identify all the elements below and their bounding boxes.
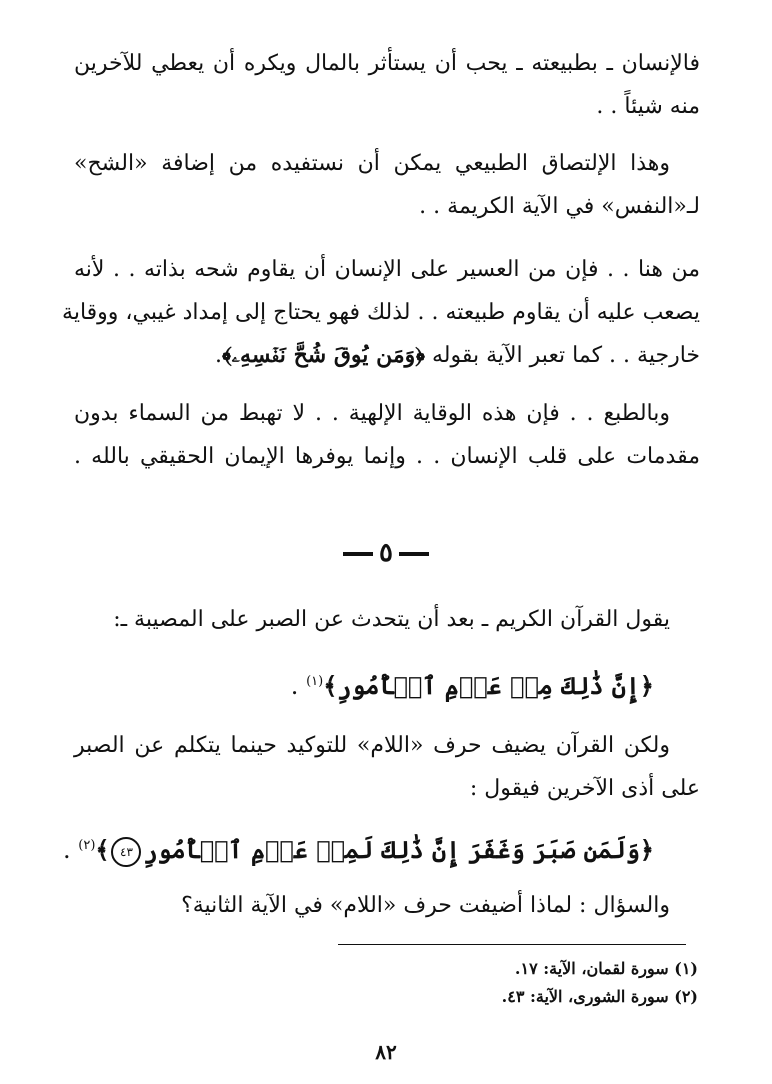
section-number: ٥	[379, 538, 393, 568]
paragraph-6	[74, 724, 700, 810]
paragraph-line: من هنا . . فإن من العسير على الإنسان أن يقاوم شحه بذاته . . لأنه	[74, 257, 700, 282]
punctuation: .	[290, 672, 299, 700]
quran-quote-2	[63, 826, 654, 870]
section-heading	[0, 538, 772, 568]
paragraph-line	[74, 334, 700, 377]
paragraph-4	[74, 392, 700, 478]
footnote-ref: (١)	[306, 674, 324, 689]
quote-text: ﴿إِنَّ ذَٰلِكَ مِنۡ عَزۡمِ ٱلۡأُمُورِ﴾	[323, 671, 654, 700]
paragraph-line: وبالطبع . . فإن هذه الوقاية الإلهية . . لا تهبط من السماء بدون	[74, 401, 670, 426]
paragraph-line: يقول القرآن الكريم ـ بعد أن يتحدث عن الصبر على المصيبة ـ:	[113, 607, 670, 632]
paragraph-line: منه شيئاً . .	[596, 94, 700, 119]
paragraph-3	[62, 248, 700, 377]
punctuation: .	[214, 343, 222, 368]
page-number: ٨٢	[375, 1040, 397, 1064]
paragraph-line: وهذا الإلتصاق الطبيعي يمكن أن نستفيده من إضافة «الشح»	[74, 151, 670, 176]
paragraph-line: لـ«النفس» في الآية الكريمة . .	[419, 194, 700, 219]
quote-text: ﴿وَلَمَن صَبَرَ وَغَفَرَ إِنَّ ذَٰلِكَ لَمِنۡ عَزۡمِ ٱلۡأُمُورِ	[143, 835, 654, 864]
paragraph-line: فالإنسان ـ بطبيعته ـ يحب أن يستأثر بالمال ويكره أن يعطي للآخرين	[74, 51, 700, 76]
paragraph-1	[74, 42, 700, 128]
paragraph-5	[74, 598, 700, 641]
quote-close: ﴾	[95, 835, 110, 864]
paragraph-line: يصعب عليه أن يقاوم طبيعته . . لذلك فهو يحتاج إلى إمداد غيبي، ووقاية	[62, 300, 700, 325]
paragraph-2	[74, 142, 700, 228]
paragraph-line: ولكن القرآن يضيف حرف «اللام» للتوكيد حينما يتكلم عن الصبر	[74, 733, 670, 758]
ayah-number-marker: ٤٣	[111, 837, 141, 867]
paragraph-7	[74, 884, 700, 927]
paragraph-line: على أذى الآخرين فيقول :	[469, 776, 700, 801]
punctuation: .	[62, 836, 71, 864]
footnote-divider	[338, 944, 686, 945]
paragraph-line: والسؤال : لماذا أضيفت حرف «اللام» في الآية الثانية؟	[181, 893, 670, 918]
footnote-ref: (٢)	[78, 838, 96, 853]
heading-dash	[343, 552, 373, 556]
quran-quote-inline: ﴿وَمَن يُوقَ شُحَّ نَفۡسِهِۦ﴾	[221, 342, 425, 368]
footnote-1: (١) سورة لقمان، الآية: ١٧.	[514, 959, 698, 978]
quran-quote-1	[291, 662, 654, 706]
paragraph-line: مقدمات على قلب الإنسان . . وإنما يوفرها الإيمان الحقيقي بالله .	[74, 444, 700, 469]
paragraph-text: خارجية . . كما تعبر الآية بقوله	[431, 343, 700, 368]
footnote-2: (٢) سورة الشورى، الآية: ٤٣.	[501, 987, 698, 1006]
heading-dash	[399, 552, 429, 556]
